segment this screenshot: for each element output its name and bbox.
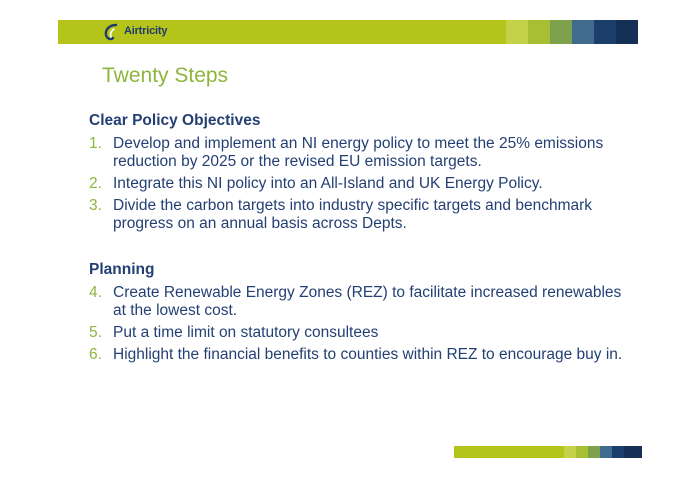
header-swatch — [506, 20, 528, 44]
list-item — [89, 197, 629, 233]
list-item — [89, 175, 629, 193]
footer-swatch — [612, 446, 624, 458]
item-number: 6. — [89, 346, 102, 363]
item-text: Develop and implement an NI energy policy to meet the 25% emissions reduction by 2025 or the revised EU emission targets. — [113, 135, 604, 170]
list-item — [89, 284, 629, 320]
logo-text: Airtricity — [124, 25, 168, 37]
list-item — [89, 324, 629, 342]
list-item — [89, 346, 629, 364]
item-number: 5. — [89, 324, 102, 341]
header-brand-strip — [58, 20, 506, 44]
item-text: Integrate this NI policy into an All-Island and UK Energy Policy. — [113, 175, 543, 192]
header-swatch — [528, 20, 550, 44]
footer-swatch — [624, 446, 642, 458]
footer-swatch — [564, 446, 576, 458]
item-number: 2. — [89, 175, 102, 192]
footer-bar — [454, 446, 642, 458]
slide — [58, 20, 642, 460]
policy-list — [89, 135, 629, 237]
item-text: Divide the carbon targets into industry specific targets and benchmark progress on an annual basis across Depts. — [113, 197, 593, 232]
item-text: Highlight the financial benefits to counties within REZ to encourage buy in. — [113, 346, 623, 363]
footer-brand-strip — [454, 446, 564, 458]
item-text: Create Renewable Energy Zones (REZ) to facilitate increased renewables at the lowest cost. — [113, 284, 622, 319]
item-number: 3. — [89, 197, 102, 214]
section-heading-planning: Planning — [89, 261, 155, 278]
footer-swatch — [588, 446, 600, 458]
item-number: 4. — [89, 284, 102, 301]
list-item — [89, 135, 629, 171]
header-swatch — [550, 20, 572, 44]
header-swatch — [594, 20, 616, 44]
slide-title: Twenty Steps — [102, 64, 229, 87]
header-swatch — [616, 20, 638, 44]
footer-swatch — [576, 446, 588, 458]
item-number: 1. — [89, 135, 102, 152]
header-swatch — [572, 20, 594, 44]
planning-list — [89, 284, 629, 368]
footer-swatch — [600, 446, 612, 458]
section-heading-policy: Clear Policy Objectives — [89, 112, 261, 129]
header-bar — [58, 20, 642, 44]
airtricity-logo-icon — [102, 22, 122, 42]
item-text: Put a time limit on statutory consultees — [113, 324, 379, 341]
